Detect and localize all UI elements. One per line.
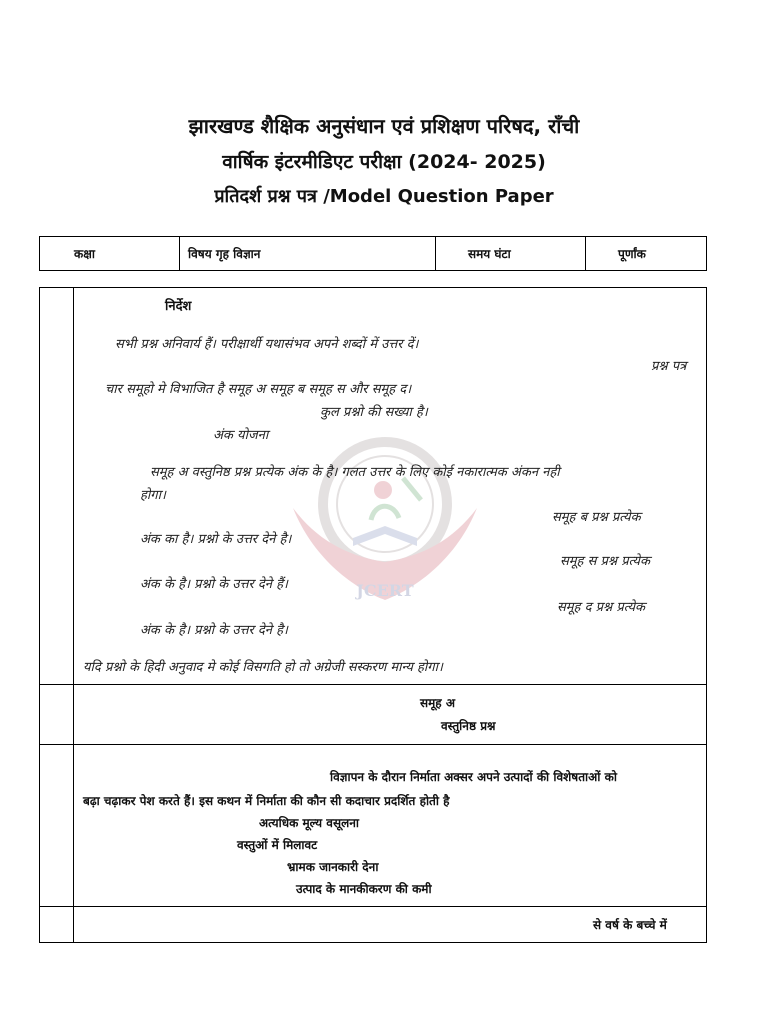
instruction-line: समूह ब प्रश्न प्रत्येक [552,510,641,525]
instruction-line: समूह अ वस्तुनिष्ठ प्रश्न प्रत्येक अंक के है। गलत उत्तर के लिए कोई नकारात्मक अंकन नही [150,465,560,480]
instruction-line: अंक का है। प्रश्नो के उत्तर देने है। [140,532,292,547]
instruction-line: अंक योजना [213,428,269,443]
info-table [39,236,707,271]
instruction-line: समूह द प्रश्न प्रत्येक [557,600,646,615]
class-label: कक्षा [74,247,95,261]
council-name: झारखण्ड शैक्षिक अनुसंधान एवं प्रशिक्षण परिषद, राँची [188,114,580,138]
column-divider [73,288,74,942]
question-text: बढ़ा चढ़ाकर पेश करते हैं। इस कथन में निर्माता की कौन सी कदाचार प्रदर्शित होती है [83,794,450,808]
instruction-line: अंक के है। प्रश्नो के उत्तर देने है। [140,623,288,638]
instruction-line: कुल प्रश्नो की सख्या है। [320,405,428,420]
class-cell [40,237,180,270]
option-d: उत्पाद के मानकीकरण की कमी [296,882,432,896]
time-cell [436,237,586,270]
instruction-line: समूह स प्रश्न प्रत्येक [560,554,650,569]
row-divider [40,906,706,907]
exam-title: वार्षिक इंटरमीडिएट परीक्षा (2024- 2025) [222,151,546,173]
section-type: वस्तुनिष्ठ प्रश्न [441,719,496,733]
section-group: समूह अ [420,696,456,710]
marks-cell [586,237,706,270]
instructions-title: निर्देश [165,299,192,314]
time-label: समय घंटा [468,247,511,261]
question-text: से वर्ष के बच्चे में [593,918,667,932]
row-divider [40,744,706,745]
row-divider [40,684,706,685]
instruction-line: सभी प्रश्न अनिवार्य हैं। परीक्षार्थी यथासंभव अपने शब्दों में उत्तर दें। [115,337,419,352]
instruction-line: अंक के है। प्रश्नो के उत्तर देने हैं। [140,577,288,592]
option-b: वस्तुओं में मिलावट [237,838,318,852]
paper-title: प्रतिदर्श प्रश्न पत्र /Model Question Paper [214,186,554,207]
instruction-line: होगा। [140,488,166,503]
subject-cell [180,237,436,270]
translation-note: यदि प्रश्नो के हिदी अनुवाद मे कोई विसगति हो तो अग्रेजी सस्करण मान्य होगा। [83,660,443,675]
marks-label: पूर्णांक [618,247,646,261]
option-a: अत्यधिक मूल्य वसूलना [259,816,359,830]
question-text: विज्ञापन के दौरान निर्माता अक्सर अपने उत्पादों की विशेषताओं को [330,770,617,784]
instruction-line: चार समूहो मे विभाजित है समूह अ समूह ब समूह स और समूह द। [105,382,412,397]
watermark-text: JCERT [356,581,414,600]
subject-label: विषय गृह विज्ञान [188,247,261,261]
option-c: भ्रामक जानकारी देना [287,860,379,874]
instruction-line: प्रश्न पत्र [651,359,687,374]
